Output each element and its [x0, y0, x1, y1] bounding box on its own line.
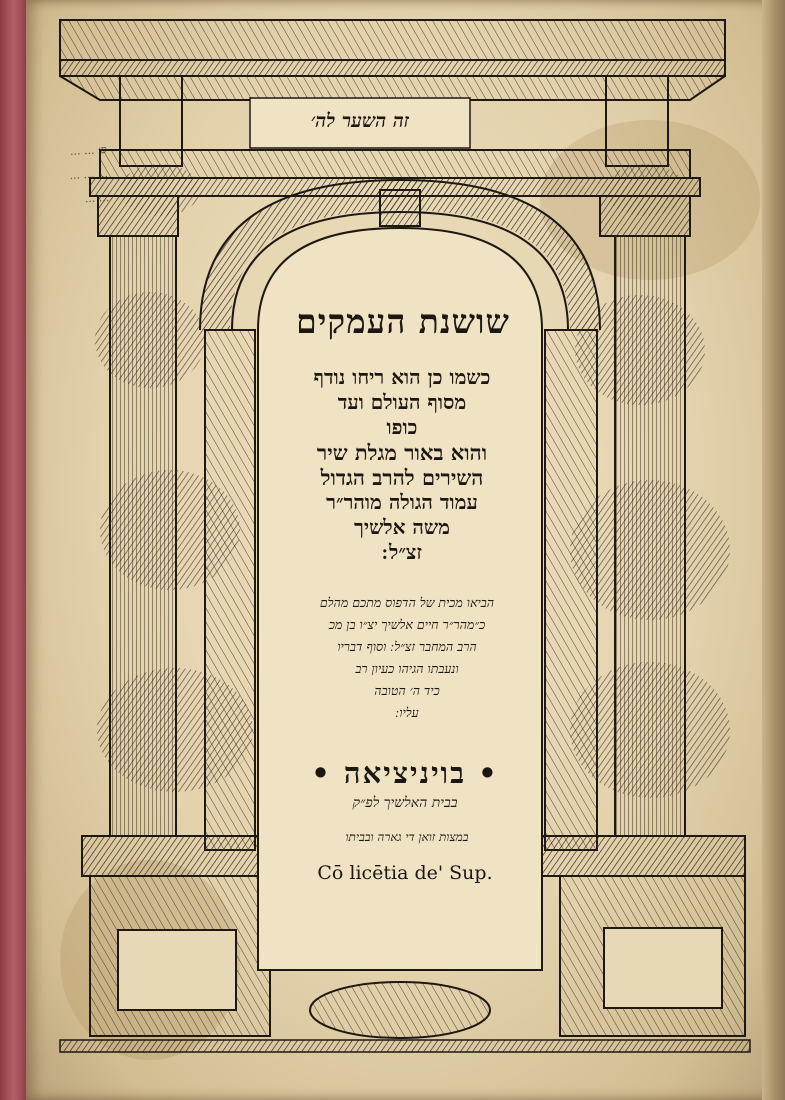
handwritten-margin-note: [28, 138, 110, 214]
floor-oval: [310, 982, 490, 1038]
imprint-note-line: הרב המחבר זצ״ל ׃ וסוף דבריו: [337, 639, 477, 654]
book-title: שושנת העמקים: [296, 302, 510, 341]
handwritten-line: ... ...: [84, 190, 110, 206]
description-line: משה אלשיך: [354, 515, 450, 539]
description-line: עמוד הגולה מוהר״ר: [326, 490, 478, 514]
imprint-note-block: [262, 592, 552, 724]
imprint-note-line: כיד ה׳ הטובה: [374, 683, 440, 698]
license-line: Cō licētia de' Sup.: [317, 862, 493, 884]
description-line: השירים להרב הגדול: [320, 465, 484, 490]
printer-line: במצות זואן די גארה ובביתו: [345, 830, 469, 844]
imprint-note-line: כ״מהר״ר חיים אלשיך יצ״ו בן מכ: [328, 617, 486, 632]
place-of-printing: • בויניציאה •: [311, 756, 499, 790]
press-line: בבית האלשיך לפ״ק: [352, 795, 458, 811]
imprint-note-line: ונעבתו הגיהו כעיון רב: [355, 661, 459, 676]
handwritten-line: ... ... ...: [69, 166, 109, 182]
description-line: כופו: [386, 415, 418, 439]
description-line: זצ״ל ׃: [382, 540, 422, 564]
header-motto: זה השער לה׳: [310, 110, 410, 132]
description-line: מסוף העולם ועד: [337, 390, 467, 414]
imprint-note-line: הביאו מכית של הדפוס מתכם מהלם: [319, 595, 495, 610]
description-line: כשמו כן הוא ריחו נודף: [313, 365, 491, 389]
handwritten-line: ס׳ ... ...: [69, 143, 108, 158]
imprint-note-line: עליו ׃: [395, 705, 419, 720]
description-line: והוא באור מגלת שיר: [316, 440, 488, 465]
description-block: [232, 365, 572, 565]
